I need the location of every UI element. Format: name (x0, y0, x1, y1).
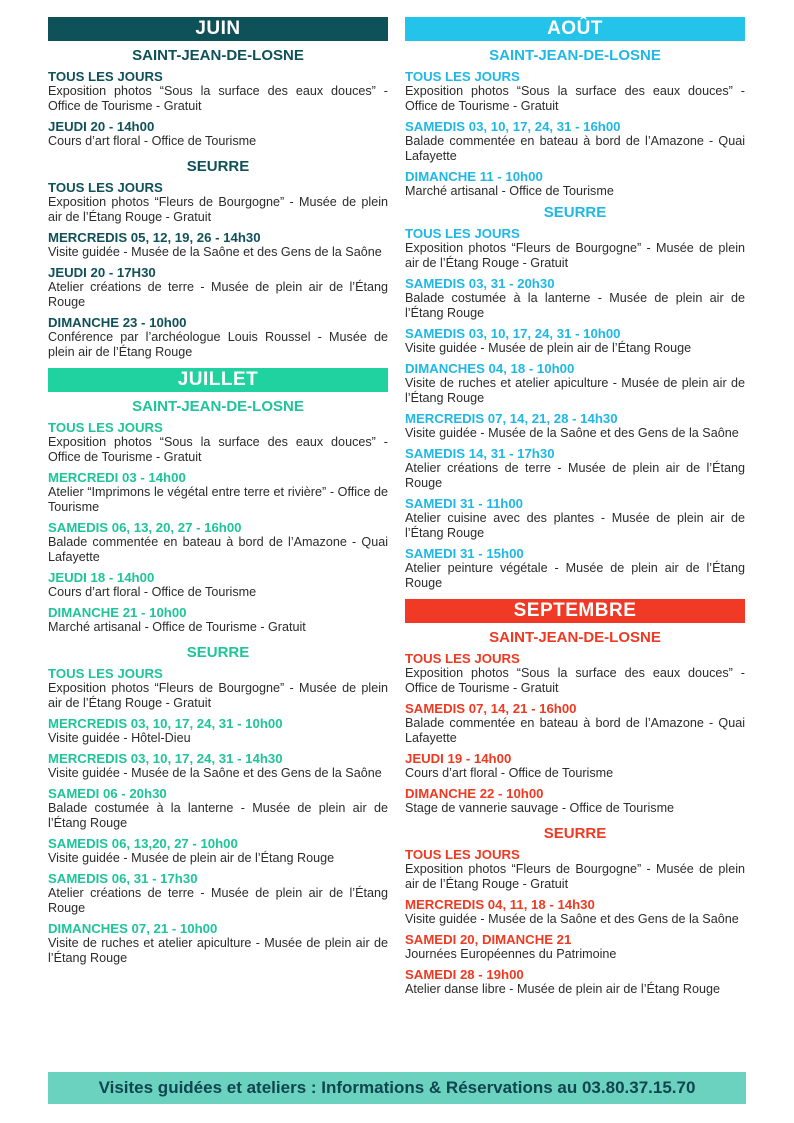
event-description: Visite de ruches et atelier apiculture - Musée de plein air de l’Étang Rouge (405, 376, 745, 405)
event-item (405, 701, 745, 746)
event-date: TOUS LES JOURS (48, 666, 163, 681)
event-list (405, 69, 745, 199)
event-description: Marché artisanal - Office de Tourisme (405, 184, 614, 198)
event-date: MERCREDIS 04, 11, 18 - 14h30 (405, 897, 595, 912)
event-item (405, 276, 745, 321)
left-column (48, 17, 388, 971)
event-item (48, 520, 388, 565)
event-list (405, 847, 745, 997)
event-date: SAMEDIS 03, 10, 17, 24, 31 - 16h00 (405, 119, 621, 134)
event-item (48, 230, 388, 260)
event-description: Exposition photos “Sous la surface des eaux douces” - Office de Tourisme - Gratuit (405, 666, 745, 695)
event-date: MERCREDIS 03, 10, 17, 24, 31 - 10h00 (48, 716, 283, 731)
event-date: SAMEDIS 03, 10, 17, 24, 31 - 10h00 (405, 326, 621, 341)
month-header-juin: JUIN (48, 17, 388, 41)
town-heading: SAINT-JEAN-DE-LOSNE (132, 398, 304, 415)
town-heading: SEURRE (186, 644, 250, 661)
event-list (48, 420, 388, 635)
event-list (405, 651, 745, 816)
town-heading: SEURRE (186, 158, 250, 175)
event-item (405, 326, 745, 356)
event-item (48, 605, 388, 635)
event-date: SAMEDIS 14, 31 - 17h30 (405, 446, 555, 461)
event-list (48, 69, 388, 149)
event-item (405, 226, 745, 271)
event-date: TOUS LES JOURS (405, 651, 520, 666)
event-date: DIMANCHE 22 - 10h00 (405, 786, 544, 801)
event-description: Conférence par l’archéologue Louis Roussel - Musée de plein air de l’Étang Rouge (48, 330, 388, 359)
event-date: TOUS LES JOURS (48, 180, 163, 195)
event-description: Balade commentée en bateau à bord de l’Amazone - Quai Lafayette (405, 716, 745, 745)
event-description: Visite guidée - Musée de la Saône et des Gens de la Saône (48, 766, 382, 780)
event-item (405, 69, 745, 114)
event-item (48, 69, 388, 114)
event-list (48, 180, 388, 360)
town-heading: SAINT-JEAN-DE-LOSNE (489, 47, 661, 64)
event-date: MERCREDIS 07, 14, 21, 28 - 14h30 (405, 411, 618, 426)
event-description: Atelier “Imprimons le végétal entre terre et rivière” - Office de Tourisme (48, 485, 388, 514)
event-item (48, 871, 388, 916)
event-date: TOUS LES JOURS (405, 226, 520, 241)
event-item (405, 897, 745, 927)
event-date: MERCREDIS 05, 12, 19, 26 - 14h30 (48, 230, 261, 245)
event-item (405, 847, 745, 892)
event-description: Exposition photos “Fleurs de Bourgogne” - Musée de plein air de l’Étang Rouge - Gratuit (48, 195, 388, 224)
event-description: Cours d’art floral - Office de Tourisme (405, 766, 614, 780)
event-item (405, 546, 745, 591)
event-list (48, 666, 388, 966)
event-description: Atelier cuisine avec des plantes - Musée de plein air de l’Étang Rouge (405, 511, 745, 540)
event-item (405, 786, 745, 816)
event-description: Exposition photos “Sous la surface des eaux douces” - Office de Tourisme - Gratuit (48, 84, 388, 113)
event-description: Atelier créations de terre - Musée de plein air de l’Étang Rouge (48, 280, 388, 309)
event-list (405, 226, 745, 591)
event-description: Cours d’art floral - Office de Tourisme (48, 134, 257, 148)
event-description: Journées Européennes du Patrimoine (405, 947, 617, 961)
event-description: Exposition photos “Fleurs de Bourgogne” - Musée de plein air de l’Étang Rouge - Gratuit (405, 862, 745, 891)
event-date: JEUDI 20 - 14h00 (48, 119, 155, 134)
event-description: Cours d’art floral - Office de Tourisme (48, 585, 257, 599)
town-heading: SAINT-JEAN-DE-LOSNE (489, 629, 661, 646)
event-date: DIMANCHES 07, 21 - 10h00 (48, 921, 218, 936)
event-date: SAMEDI 06 - 20h30 (48, 786, 167, 801)
event-description: Visite guidée - Musée de la Saône et des Gens de la Saône (405, 912, 739, 926)
event-item (405, 496, 745, 541)
event-item (405, 651, 745, 696)
event-item (405, 967, 745, 997)
month-header-aout: AOÛT (405, 17, 745, 41)
event-item (48, 716, 388, 746)
event-item (405, 932, 745, 962)
event-description: Visite guidée - Hôtel-Dieu (48, 731, 191, 745)
event-description: Atelier créations de terre - Musée de plein air de l’Étang Rouge (48, 886, 388, 915)
event-description: Marché artisanal - Office de Tourisme - Gratuit (48, 620, 306, 634)
town-heading: SAINT-JEAN-DE-LOSNE (132, 47, 304, 64)
town-heading: SEURRE (543, 825, 607, 842)
event-item (48, 420, 388, 465)
event-description: Balade costumée à la lanterne - Musée de plein air de l’Étang Rouge (48, 801, 388, 830)
event-date: JEUDI 20 - 17H30 (48, 265, 156, 280)
event-description: Visite guidée - Musée de plein air de l’Étang Rouge (48, 851, 335, 865)
event-date: TOUS LES JOURS (405, 69, 520, 84)
event-item (405, 411, 745, 441)
event-item (48, 570, 388, 600)
event-item (405, 751, 745, 781)
event-description: Exposition photos “Fleurs de Bourgogne” - Musée de plein air de l’Étang Rouge - Gratuit (405, 241, 745, 270)
event-item (48, 666, 388, 711)
event-description: Balade commentée en bateau à bord de l’Amazone - Quai Lafayette (405, 134, 745, 163)
event-item (48, 836, 388, 866)
event-item (48, 786, 388, 831)
event-date: SAMEDIS 06, 13, 20, 27 - 16h00 (48, 520, 242, 535)
event-item (405, 169, 745, 199)
event-description: Visite guidée - Musée de la Saône et des Gens de la Saône (48, 245, 382, 259)
event-description: Atelier peinture végétale - Musée de plein air de l’Étang Rouge (405, 561, 745, 590)
event-description: Visite guidée - Musée de la Saône et des Gens de la Saône (405, 426, 739, 440)
event-description: Exposition photos “Sous la surface des eaux douces” - Office de Tourisme - Gratuit (48, 435, 388, 464)
town-heading: SEURRE (543, 204, 607, 221)
event-date: DIMANCHE 23 - 10h00 (48, 315, 187, 330)
event-description: Exposition photos “Fleurs de Bourgogne” - Musée de plein air de l’Étang Rouge - Gratuit (48, 681, 388, 710)
event-date: DIMANCHES 04, 18 - 10h00 (405, 361, 575, 376)
event-date: MERCREDI 03 - 14h00 (48, 470, 186, 485)
event-item (48, 470, 388, 515)
event-item (48, 315, 388, 360)
event-date: SAMEDI 28 - 19h00 (405, 967, 524, 982)
event-date: SAMEDI 31 - 11h00 (405, 496, 524, 511)
event-date: MERCREDIS 03, 10, 17, 24, 31 - 14h30 (48, 751, 283, 766)
event-item (48, 119, 388, 149)
event-description: Balade commentée en bateau à bord de l’Amazone - Quai Lafayette (48, 535, 388, 564)
month-header-juillet: JUILLET (48, 368, 388, 392)
event-date: SAMEDIS 03, 31 - 20h30 (405, 276, 555, 291)
event-item (405, 446, 745, 491)
month-header-septembre: SEPTEMBRE (405, 599, 745, 623)
event-date: SAMEDI 20, DIMANCHE 21 (405, 932, 572, 947)
event-description: Atelier danse libre - Musée de plein air de l’Étang Rouge (405, 982, 721, 996)
footer-info-banner: Visites guidées et ateliers : Informations & Réservations au 03.80.37.15.70 (48, 1072, 746, 1104)
event-item (48, 265, 388, 310)
event-date: SAMEDI 31 - 15h00 (405, 546, 524, 561)
event-description: Visite guidée - Musée de plein air de l’Étang Rouge (405, 341, 692, 355)
event-date: DIMANCHE 11 - 10h00 (405, 169, 543, 184)
event-description: Stage de vannerie sauvage - Office de Tourisme (405, 801, 675, 815)
event-date: JEUDI 18 - 14h00 (48, 570, 155, 585)
event-item (48, 180, 388, 225)
event-date: TOUS LES JOURS (48, 420, 163, 435)
event-date: TOUS LES JOURS (405, 847, 520, 862)
event-date: DIMANCHE 21 - 10h00 (48, 605, 187, 620)
event-description: Atelier créations de terre - Musée de plein air de l’Étang Rouge (405, 461, 745, 490)
event-description: Exposition photos “Sous la surface des eaux douces” - Office de Tourisme - Gratuit (405, 84, 745, 113)
event-item (405, 361, 745, 406)
event-date: SAMEDIS 06, 13,20, 27 - 10h00 (48, 836, 238, 851)
event-item (405, 119, 745, 164)
event-date: SAMEDIS 07, 14, 21 - 16h00 (405, 701, 577, 716)
event-date: TOUS LES JOURS (48, 69, 163, 84)
event-item (48, 921, 388, 966)
right-column (405, 17, 745, 1002)
event-description: Balade costumée à la lanterne - Musée de plein air de l’Étang Rouge (405, 291, 745, 320)
event-date: JEUDI 19 - 14h00 (405, 751, 512, 766)
event-date: SAMEDIS 06, 31 - 17h30 (48, 871, 198, 886)
event-description: Visite de ruches et atelier apiculture - Musée de plein air de l’Étang Rouge (48, 936, 388, 965)
event-item (48, 751, 388, 781)
